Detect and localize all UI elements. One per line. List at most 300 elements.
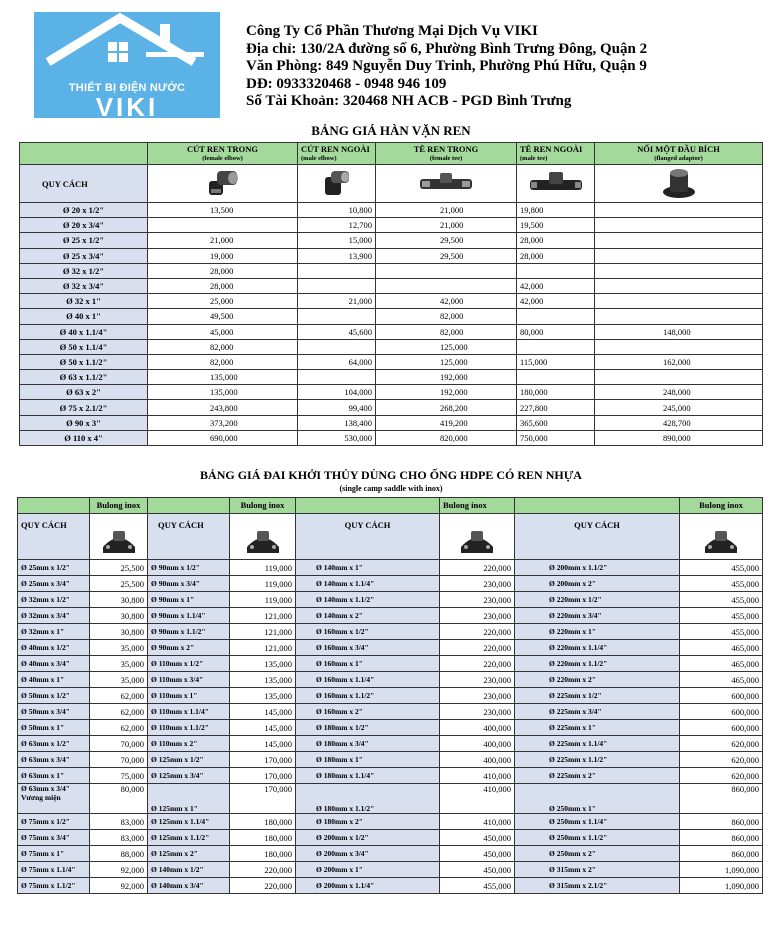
price-cell (298, 263, 376, 278)
price-cell: 30,800 (90, 624, 148, 640)
price-cell: 70,000 (90, 752, 148, 768)
price-cell: 119,000 (230, 576, 296, 592)
spec-cell: Ø 63mm x 3/4" (18, 752, 90, 768)
price-cell: 1,090,000 (680, 862, 763, 878)
spec-header: QUY CÁCH (18, 514, 90, 560)
price-cell: 227,800 (517, 400, 595, 415)
price-cell: 455,000 (680, 592, 763, 608)
spec-cell: Ø 250mm x 1" (515, 784, 680, 814)
price-cell: 365,600 (517, 415, 595, 430)
company-address: Địa chỉ: 130/2A đường số 6, Phường Bình Trưng Đông, Quận 2 (246, 40, 648, 57)
spec-cell: Ø 25 x 3/4" (20, 248, 148, 263)
price-cell (595, 370, 763, 385)
table1-col-header: NỐI MỘT ĐẦU BÍCH (flanged adaptor) (595, 143, 763, 165)
table2-row (18, 736, 763, 752)
price-cell: 455,000 (680, 608, 763, 624)
table2-row (18, 608, 763, 624)
price-cell: 25,500 (90, 560, 148, 576)
price-cell: 119,000 (230, 592, 296, 608)
price-cell: 35,000 (90, 672, 148, 688)
table1-row (20, 354, 763, 369)
table1-row (20, 203, 763, 218)
price-cell: 230,000 (440, 704, 515, 720)
price-cell: 28,000 (517, 248, 595, 263)
table1-row (20, 263, 763, 278)
table1-row (20, 294, 763, 309)
spec-cell: Ø 90mm x 2" (148, 640, 230, 656)
price-cell: 410,000 (440, 784, 515, 814)
price-cell: 21,000 (148, 233, 298, 248)
saddle-clamp-icon (90, 514, 148, 560)
price-cell (376, 263, 517, 278)
company-logo (34, 12, 220, 122)
spec-cell: Ø 32mm x 1" (18, 624, 90, 640)
price-cell: 104,000 (298, 385, 376, 400)
price-cell: 82,000 (148, 339, 298, 354)
spec-cell: Ø 20 x 3/4" (20, 218, 148, 233)
spec-cell: Ø 250mm x 1.1/4" (515, 814, 680, 830)
price-cell (595, 203, 763, 218)
price-cell: 220,000 (230, 862, 296, 878)
price-cell: 220,000 (440, 624, 515, 640)
price-cell: 135,000 (230, 672, 296, 688)
spec-cell: Ø 125mm x 3/4" (148, 768, 230, 784)
spec-cell: Ø 315mm x 2.1/2" (515, 878, 680, 894)
table2-row (18, 576, 763, 592)
price-cell: 230,000 (440, 688, 515, 704)
spec-cell: Ø 40 x 1.1/4" (20, 324, 148, 339)
spec-cell: Ø 125mm x 2" (148, 846, 230, 862)
price-cell: 455,000 (440, 878, 515, 894)
price-cell: 25,500 (90, 576, 148, 592)
price-cell: 180,000 (230, 814, 296, 830)
price-cell (595, 263, 763, 278)
price-cell (298, 370, 376, 385)
price-cell: 245,000 (595, 400, 763, 415)
spec-cell: Ø 40 x 1" (20, 309, 148, 324)
spec-cell: Ø 20 x 1/2" (20, 203, 148, 218)
spec-cell: Ø 63mm x 1/2" (18, 736, 90, 752)
price-cell (298, 309, 376, 324)
table2-row (18, 878, 763, 894)
price-cell: 1,090,000 (680, 878, 763, 894)
spec-note: Vương miện (21, 793, 61, 802)
price-cell (595, 278, 763, 293)
spec-cell: Ø 140mm x 1/2" (148, 862, 230, 878)
price-cell: 42,000 (376, 294, 517, 309)
price-cell: 192,000 (376, 385, 517, 400)
elbow-fitting-icon (298, 165, 376, 203)
price-cell: 45,000 (148, 324, 298, 339)
price-cell: 121,000 (230, 608, 296, 624)
price-cell: 115,000 (517, 354, 595, 369)
price-cell: 82,000 (376, 324, 517, 339)
spec-cell: Ø 220mm x 2" (515, 672, 680, 688)
spec-cell: Ø 90mm x 1.1/4" (148, 608, 230, 624)
table1-col-header: CÚT REN TRONG (female elbow) (148, 143, 298, 165)
spec-cell: Ø 110mm x 2" (148, 736, 230, 752)
elbow-fitting-icon (148, 165, 298, 203)
spec-cell: Ø 200mm x 1.1/2" (515, 560, 680, 576)
table2-row (18, 672, 763, 688)
spec-cell: Ø 180mm x 3/4" (296, 736, 440, 752)
table2-row (18, 688, 763, 704)
table2-row (18, 704, 763, 720)
table2-header-blank (148, 498, 230, 514)
price-cell: 400,000 (440, 720, 515, 736)
price-cell: 25,000 (148, 294, 298, 309)
spec-cell: Ø 225mm x 1" (515, 720, 680, 736)
price-cell: 21,000 (376, 203, 517, 218)
spec-cell: Ø 50mm x 1" (18, 720, 90, 736)
price-cell: 119,000 (230, 560, 296, 576)
price-cell: 162,000 (595, 354, 763, 369)
tee-fitting-icon (517, 165, 595, 203)
table2-row (18, 752, 763, 768)
price-cell: 15,000 (298, 233, 376, 248)
spec-cell: Ø 220mm x 1.1/2" (515, 656, 680, 672)
table1-row (20, 415, 763, 430)
spec-cell: Ø 75mm x 3/4" (18, 830, 90, 846)
spec-cell: Ø 40mm x 3/4" (18, 656, 90, 672)
price-cell: 400,000 (440, 736, 515, 752)
spec-cell: Ø 90mm x 1/2" (148, 560, 230, 576)
spec-cell: Ø 90mm x 1.1/2" (148, 624, 230, 640)
price-cell: 373,200 (148, 415, 298, 430)
spec-cell: Ø 225mm x 1/2" (515, 688, 680, 704)
price-cell: 12,700 (298, 218, 376, 233)
table2-row (18, 846, 763, 862)
price-cell: 92,000 (90, 862, 148, 878)
flange-adaptor-icon (595, 165, 763, 203)
price-cell: 19,500 (517, 218, 595, 233)
spec-cell: Ø 200mm x 2" (515, 576, 680, 592)
spec-cell: Ø 220mm x 3/4" (515, 608, 680, 624)
price-cell: 860,000 (680, 814, 763, 830)
spec-cell: Ø 90mm x 3/4" (148, 576, 230, 592)
spec-cell: Ø 90 x 3" (20, 415, 148, 430)
spec-cell: Ø 140mm x 1.1/4" (296, 576, 440, 592)
spec-header: QUY CÁCH (515, 514, 680, 560)
price-cell: 145,000 (230, 720, 296, 736)
bulong-header: Bulong inox (90, 498, 148, 514)
table2-row (18, 784, 763, 814)
spec-cell: Ø 110 x 4" (20, 430, 148, 445)
spec-cell: Ø 140mm x 2" (296, 608, 440, 624)
price-cell: 220,000 (440, 560, 515, 576)
saddle-clamp-icon (680, 514, 763, 560)
spec-cell: Ø 110mm x 1/2" (148, 656, 230, 672)
spec-cell: Ø 180mm x 1/2" (296, 720, 440, 736)
price-cell: 80,000 (517, 324, 595, 339)
spec-header: QUY CÁCH (296, 514, 440, 560)
price-cell: 19,800 (517, 203, 595, 218)
price-cell (595, 233, 763, 248)
price-cell: 180,000 (517, 385, 595, 400)
price-cell: 750,000 (517, 430, 595, 445)
table2-row (18, 830, 763, 846)
spec-cell: Ø 220mm x 1/2" (515, 592, 680, 608)
price-cell: 28,000 (517, 233, 595, 248)
company-info (246, 23, 647, 111)
price-cell: 82,000 (148, 354, 298, 369)
price-cell: 19,000 (148, 248, 298, 263)
spec-cell: Ø 140mm x 1.1/2" (296, 592, 440, 608)
table1-row (20, 385, 763, 400)
price-cell: 400,000 (440, 752, 515, 768)
spec-header: QUY CÁCH (20, 165, 148, 203)
table2-row (18, 862, 763, 878)
table2-row (18, 814, 763, 830)
logo-name: VIKI (95, 92, 159, 122)
spec-cell: Ø 180mm x 1.1/4" (296, 768, 440, 784)
price-cell: 170,000 (230, 752, 296, 768)
spec-cell (18, 784, 90, 814)
spec-cell: Ø 63mm x 1" (18, 768, 90, 784)
spec-cell: Ø 225mm x 1.1/2" (515, 752, 680, 768)
spec-cell: Ø 160mm x 1/2" (296, 624, 440, 640)
spec-cell: Ø 220mm x 1.1/4" (515, 640, 680, 656)
spec-cell: Ø 160mm x 1.1/4" (296, 672, 440, 688)
price-cell (517, 339, 595, 354)
table2-header-blank (515, 498, 680, 514)
table2-title: BẢNG GIÁ ĐAI KHỞI THỦY DÙNG CHO ỐNG HDPE CÓ REN NHỰA (200, 468, 582, 482)
price-cell (517, 370, 595, 385)
price-cell: 75,000 (90, 768, 148, 784)
spec-cell: Ø 110mm x 3/4" (148, 672, 230, 688)
price-cell: 860,000 (680, 784, 763, 814)
spec-cell: Ø 75mm x 1.1/4" (18, 862, 90, 878)
price-cell: 35,000 (90, 640, 148, 656)
table1-header-row (20, 143, 763, 165)
price-cell: 600,000 (680, 688, 763, 704)
table1-header-blank (20, 143, 148, 165)
price-cell: 21,000 (376, 218, 517, 233)
price-cell: 180,000 (230, 846, 296, 862)
spec-cell: Ø 225mm x 3/4" (515, 704, 680, 720)
price-cell: 860,000 (680, 846, 763, 862)
price-cell: 30,800 (90, 608, 148, 624)
price-cell: 450,000 (440, 862, 515, 878)
company-bank-account: Số Tài Khoản: 320468 NH ACB - PGD Bình Trưng (246, 93, 572, 109)
price-cell (595, 294, 763, 309)
table1-row (20, 233, 763, 248)
price-cell: 135,000 (148, 385, 298, 400)
price-cell: 620,000 (680, 768, 763, 784)
price-cell: 99,400 (298, 400, 376, 415)
price-cell: 220,000 (440, 640, 515, 656)
spec-cell: Ø 90mm x 1" (148, 592, 230, 608)
table2-image-row (18, 514, 763, 560)
table1-col-header: CÚT REN NGOÀI (male elbow) (298, 143, 376, 165)
table1-row (20, 430, 763, 445)
table2-row (18, 656, 763, 672)
price-cell: 860,000 (680, 830, 763, 846)
spec-cell: Ø 50mm x 1/2" (18, 688, 90, 704)
spec-cell: Ø 250mm x 1.1/2" (515, 830, 680, 846)
price-cell: 410,000 (440, 814, 515, 830)
price-cell: 600,000 (680, 704, 763, 720)
table2-row (18, 560, 763, 576)
spec-cell: Ø 63 x 2" (20, 385, 148, 400)
spec-cell: Ø 180mm x 1" (296, 752, 440, 768)
spec-cell: Ø 32mm x 3/4" (18, 608, 90, 624)
spec-cell: Ø 25mm x 1/2" (18, 560, 90, 576)
price-cell: 125,000 (376, 354, 517, 369)
table1-row (20, 278, 763, 293)
price-cell: 92,000 (90, 878, 148, 894)
price-cell: 62,000 (90, 720, 148, 736)
table2-header-blank (18, 498, 90, 514)
spec-cell: Ø 200mm x 1" (296, 862, 440, 878)
spec-cell: Ø 225mm x 2" (515, 768, 680, 784)
table2-row (18, 592, 763, 608)
price-cell: 121,000 (230, 624, 296, 640)
spec-cell: Ø 25 x 1/2" (20, 233, 148, 248)
price-cell: 600,000 (680, 720, 763, 736)
spec-cell: Ø 32 x 3/4" (20, 278, 148, 293)
price-cell: 135,000 (230, 656, 296, 672)
spec-cell: Ø 180mm x 1.1/2" (296, 784, 440, 814)
price-cell: 690,000 (148, 430, 298, 445)
saddle-clamp-icon (230, 514, 296, 560)
bulong-header: Bulong inox (230, 498, 296, 514)
price-cell: 248,000 (595, 385, 763, 400)
spec-cell: Ø 125mm x 1.1/2" (148, 830, 230, 846)
price-cell: 465,000 (680, 640, 763, 656)
price-cell: 83,000 (90, 830, 148, 846)
spec-cell: Ø 75mm x 1" (18, 846, 90, 862)
price-cell: 45,600 (298, 324, 376, 339)
price-cell: 138,400 (298, 415, 376, 430)
spec-cell: Ø 32 x 1" (20, 294, 148, 309)
spec-cell: Ø 75mm x 1.1/2" (18, 878, 90, 894)
company-phone: DĐ: 0933320468 - 0948 946 109 (246, 75, 447, 92)
table1-image-row (20, 165, 763, 203)
price-cell (376, 278, 517, 293)
price-cell: 890,000 (595, 430, 763, 445)
price-cell: 620,000 (680, 752, 763, 768)
price-cell: 465,000 (680, 656, 763, 672)
company-office: Văn Phòng: 849 Nguyễn Duy Trinh, Phường Phú Hữu, Quận 9 (246, 58, 647, 74)
spec-cell: Ø 63 x 1.1/2" (20, 370, 148, 385)
table1-row (20, 400, 763, 415)
spec-cell: Ø 32 x 1/2" (20, 263, 148, 278)
price-cell: 135,000 (230, 688, 296, 704)
price-cell: 455,000 (680, 576, 763, 592)
threaded-fitting-price-table (19, 142, 763, 446)
price-cell: 42,000 (517, 278, 595, 293)
price-cell: 170,000 (230, 768, 296, 784)
price-cell (595, 339, 763, 354)
spec-cell: Ø 125mm x 1/2" (148, 752, 230, 768)
company-name: Công Ty Cổ Phần Thương Mại Dịch Vụ VIKI (246, 23, 538, 39)
spec-cell: Ø 75 x 2.1/2" (20, 400, 148, 415)
price-cell: 230,000 (440, 608, 515, 624)
price-cell: 148,000 (595, 324, 763, 339)
spec-cell: Ø 160mm x 2" (296, 704, 440, 720)
price-cell: 88,000 (90, 846, 148, 862)
spec-cell: Ø 160mm x 1.1/2" (296, 688, 440, 704)
price-cell: 29,500 (376, 248, 517, 263)
spec-cell: Ø 50 x 1.1/4" (20, 339, 148, 354)
price-cell: 83,000 (90, 814, 148, 830)
price-cell: 230,000 (440, 576, 515, 592)
price-cell: 35,000 (90, 656, 148, 672)
price-cell: 28,000 (148, 263, 298, 278)
spec-cell: Ø 125mm x 1.1/4" (148, 814, 230, 830)
price-cell: 62,000 (90, 704, 148, 720)
spec-cell: Ø 75mm x 1/2" (18, 814, 90, 830)
price-cell: 13,500 (148, 203, 298, 218)
price-cell (595, 309, 763, 324)
price-cell: 145,000 (230, 704, 296, 720)
price-cell: 21,000 (298, 294, 376, 309)
price-cell: 455,000 (680, 624, 763, 640)
price-cell (595, 218, 763, 233)
price-cell: 230,000 (440, 592, 515, 608)
price-cell: 192,000 (376, 370, 517, 385)
price-cell: 455,000 (680, 560, 763, 576)
price-cell: 410,000 (440, 768, 515, 784)
price-cell: 145,000 (230, 736, 296, 752)
table2-header-blank (296, 498, 440, 514)
table1-row (20, 248, 763, 263)
spec-header: QUY CÁCH (148, 514, 230, 560)
spec-cell: Ø 110mm x 1" (148, 688, 230, 704)
price-cell: 29,500 (376, 233, 517, 248)
price-cell: 121,000 (230, 640, 296, 656)
price-cell: 230,000 (440, 672, 515, 688)
spec-cell: Ø 200mm x 3/4" (296, 846, 440, 862)
spec-cell: Ø 40mm x 1" (18, 672, 90, 688)
table2-header-row (18, 498, 763, 514)
saddle-clamp-price-table (17, 497, 763, 894)
price-cell (517, 309, 595, 324)
table1-row (20, 309, 763, 324)
price-cell: 135,000 (148, 370, 298, 385)
price-cell: 70,000 (90, 736, 148, 752)
spec-cell: Ø 50 x 1.1/2" (20, 354, 148, 369)
price-cell (298, 278, 376, 293)
spec-cell: Ø 50mm x 3/4" (18, 704, 90, 720)
price-cell: 268,200 (376, 400, 517, 415)
spec-cell: Ø 140mm x 3/4" (148, 878, 230, 894)
spec-cell: Ø 40mm x 1/2" (18, 640, 90, 656)
spec-cell: Ø 125mm x 1" (148, 784, 230, 814)
table2-row (18, 720, 763, 736)
price-cell: 42,000 (517, 294, 595, 309)
spec-cell: Ø 180mm x 2" (296, 814, 440, 830)
table1-row (20, 218, 763, 233)
price-cell: 82,000 (376, 309, 517, 324)
spec-cell: Ø 160mm x 3/4" (296, 640, 440, 656)
table1-row (20, 339, 763, 354)
spec-cell: Ø 25mm x 3/4" (18, 576, 90, 592)
spec-cell: Ø 225mm x 1.1/4" (515, 736, 680, 752)
spec-cell: Ø 250mm x 2" (515, 846, 680, 862)
table2-row (18, 624, 763, 640)
spec-cell: Ø 200mm x 1.1/4" (296, 878, 440, 894)
table1-col-header: TÊ REN TRONG (female tee) (376, 143, 517, 165)
price-cell (595, 248, 763, 263)
price-cell: 80,000 (90, 784, 148, 814)
price-cell: 820,000 (376, 430, 517, 445)
price-cell (148, 218, 298, 233)
spec-cell: Ø 220mm x 1" (515, 624, 680, 640)
price-cell: 220,000 (230, 878, 296, 894)
bulong-header: Bulong inox (440, 498, 515, 514)
